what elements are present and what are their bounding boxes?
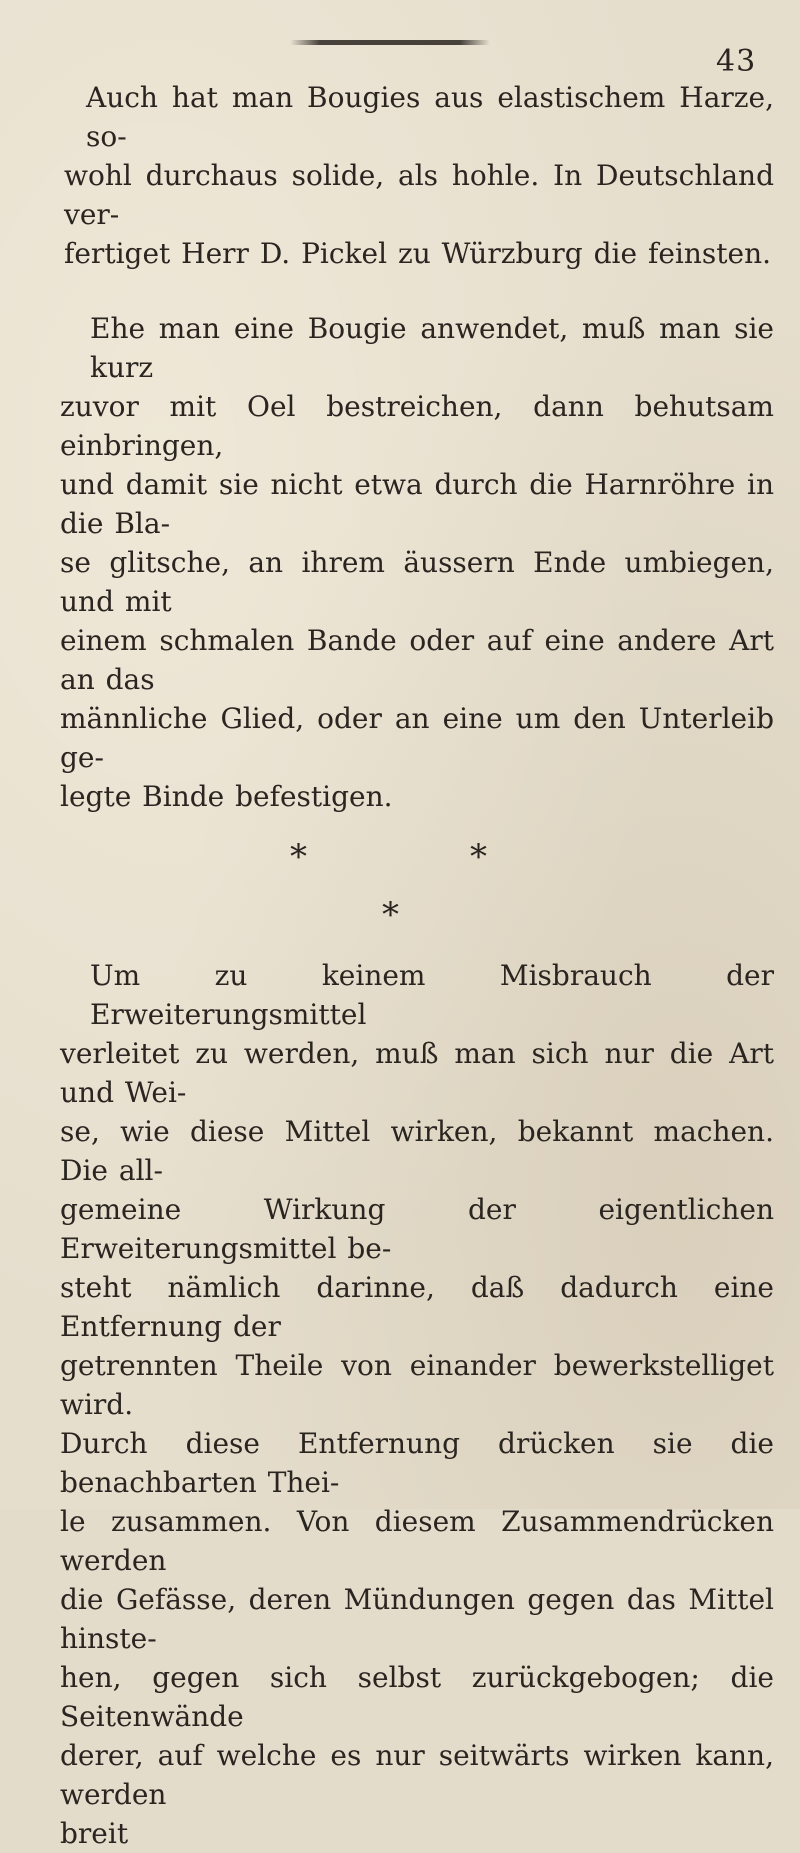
text-line: steht nämlich darinne, daß dadurch eine Entfernung der — [60, 1271, 774, 1343]
paragraph-3 — [60, 956, 774, 1853]
text-line: Um zu keinem Misbrauch der Erweiterungsmittel — [90, 959, 774, 1031]
text-line: Durch diese Entfernung drücken sie die benachbarten Thei- — [60, 1427, 774, 1499]
text-line: se, wie diese Mittel wirken, bekannt machen. Die all- — [60, 1115, 774, 1187]
text-line: die Gefässe, deren Mündungen gegen das Mittel hinste- — [60, 1583, 774, 1655]
text-block — [60, 78, 774, 1853]
asterisk-ornament: * — [470, 837, 487, 877]
text-line: le zusammen. Von diesem Zusammendrücken werden — [60, 1505, 774, 1577]
paragraph-1 — [60, 78, 774, 273]
asterisk-ornament: * — [290, 837, 307, 877]
asterisk-ornament: * — [382, 895, 399, 935]
text-line: Auch hat man Bougies aus elastischem Harze, so- — [86, 81, 774, 153]
catchword: breit — [60, 1817, 129, 1850]
text-line: männliche Glied, oder an eine um den Unterleib ge- — [60, 702, 774, 774]
text-line: zuvor mit Oel bestreichen, dann behutsam einbringen, — [60, 390, 774, 462]
text-line: verleitet zu werden, muß man sich nur die Art und Wei- — [60, 1037, 774, 1109]
text-line: einem schmalen Bande oder auf eine andere Art an das — [60, 624, 774, 696]
text-line: fertiget Herr D. Pickel zu Würzburg die feinsten. — [64, 237, 772, 270]
text-line: getrennten Theile von einander bewerkstelliget wird. — [60, 1349, 774, 1421]
page-number: 43 — [716, 44, 757, 79]
text-line: hen, gegen sich selbst zurückgebogen; die Seitenwände — [60, 1661, 774, 1733]
paragraph-2 — [60, 309, 774, 816]
text-line: und damit sie nicht etwa durch die Harnröhre in die Bla- — [60, 468, 774, 540]
text-line: wohl durchaus solide, als hohle. In Deutschland ver- — [64, 159, 774, 231]
text-line: gemeine Wirkung der eigentlichen Erweiterungsmittel be- — [60, 1193, 774, 1265]
text-line: legte Binde befestigen. — [60, 780, 393, 813]
text-line: Ehe man eine Bougie anwendet, muß man sie kurz — [90, 312, 774, 384]
text-line: se glitsche, an ihrem äussern Ende umbiegen, und mit — [60, 546, 774, 618]
text-line: derer, auf welche es nur seitwärts wirken kann, werden — [60, 1739, 774, 1811]
section-ornament — [60, 822, 774, 942]
header-rule — [290, 40, 490, 45]
